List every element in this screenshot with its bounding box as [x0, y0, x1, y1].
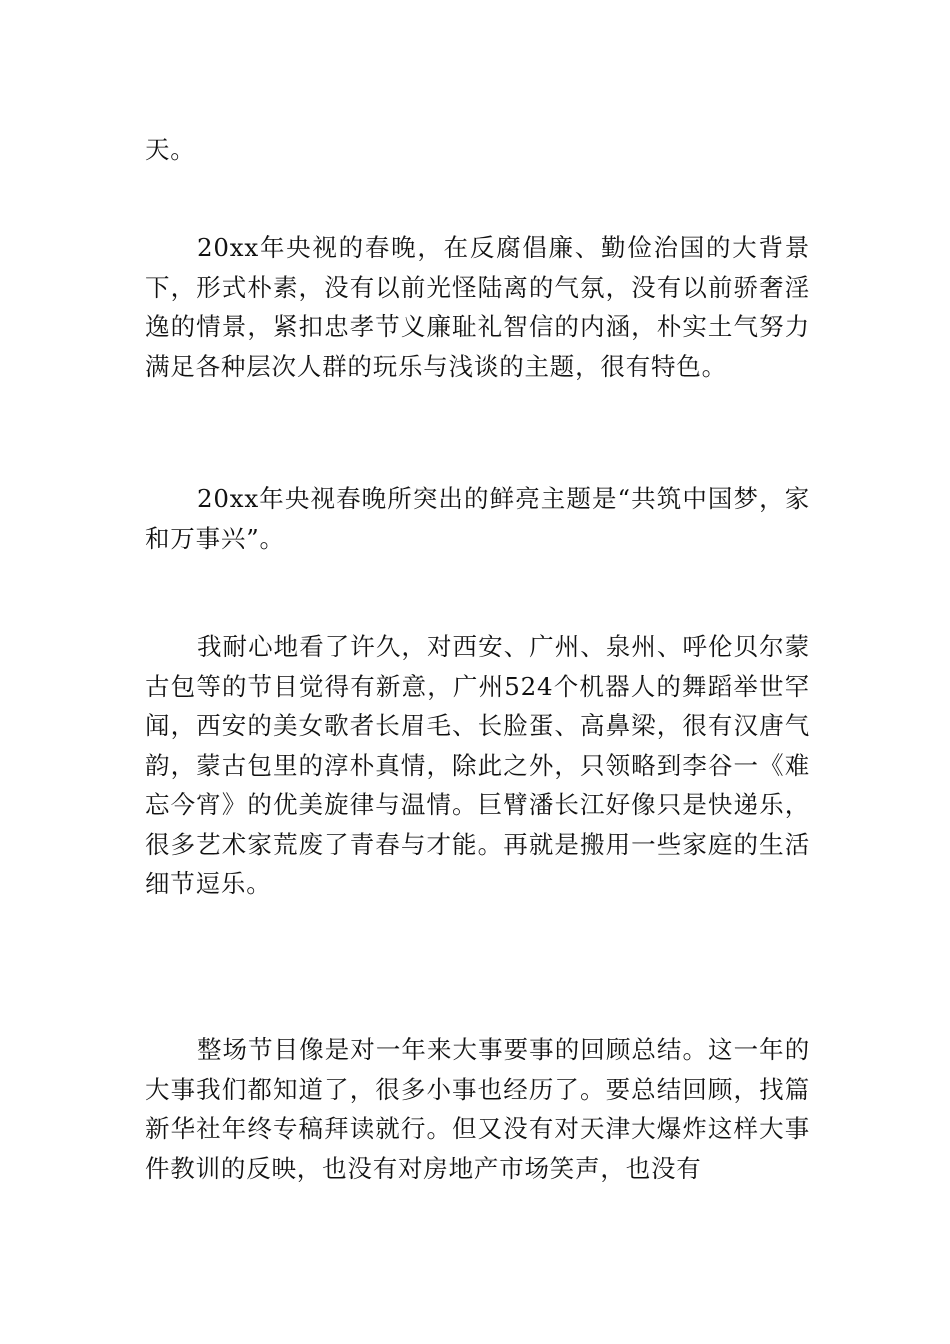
paragraph-continuation: 天。 — [145, 135, 196, 164]
paragraph-summary: 整场节目像是对一年来大事要事的回顾总结。这一年的大事我们都知道了，很多小事也经历了。要总结回顾，找篇新华社年终专稿拜读就行。但又没有对天津大爆炸这样大事件教训的反映，也没有对房地产市场笑声，也没有 — [145, 1035, 810, 1183]
paragraph-gala-theme: 20xx年央视春晚所突出的鲜亮主题是“共筑中国梦，家和万事兴”。 — [145, 484, 810, 553]
paragraph-program-review: 我耐心地看了许久，对西安、广州、泉州、呼伦贝尔蒙古包等的节目觉得有新意，广州524个机器人的舞蹈举世罕闻，西安的美女歌者长眉毛、长脸蛋、高鼻梁，很有汉唐气韵，蒙古包里的淳朴真情，除此之外，只领略到李谷一《难忘今宵》的优美旋律与温情。巨臂潘长江好像只是快递乐，很多艺术家荒废了青春与才能。再就是搬用一些家庭的生活细节逗乐。 — [145, 632, 810, 898]
paragraph-gala-style: 20xx年央视的春晚，在反腐倡廉、勤俭治国的大背景下，形式朴素，没有以前光怪陆离的气氛，没有以前骄奢淫逸的情景，紧扣忠孝节义廉耻礼智信的内涵，朴实土气努力满足各种层次人群的玩乐与浅谈的主题，很有特色。 — [145, 233, 810, 381]
